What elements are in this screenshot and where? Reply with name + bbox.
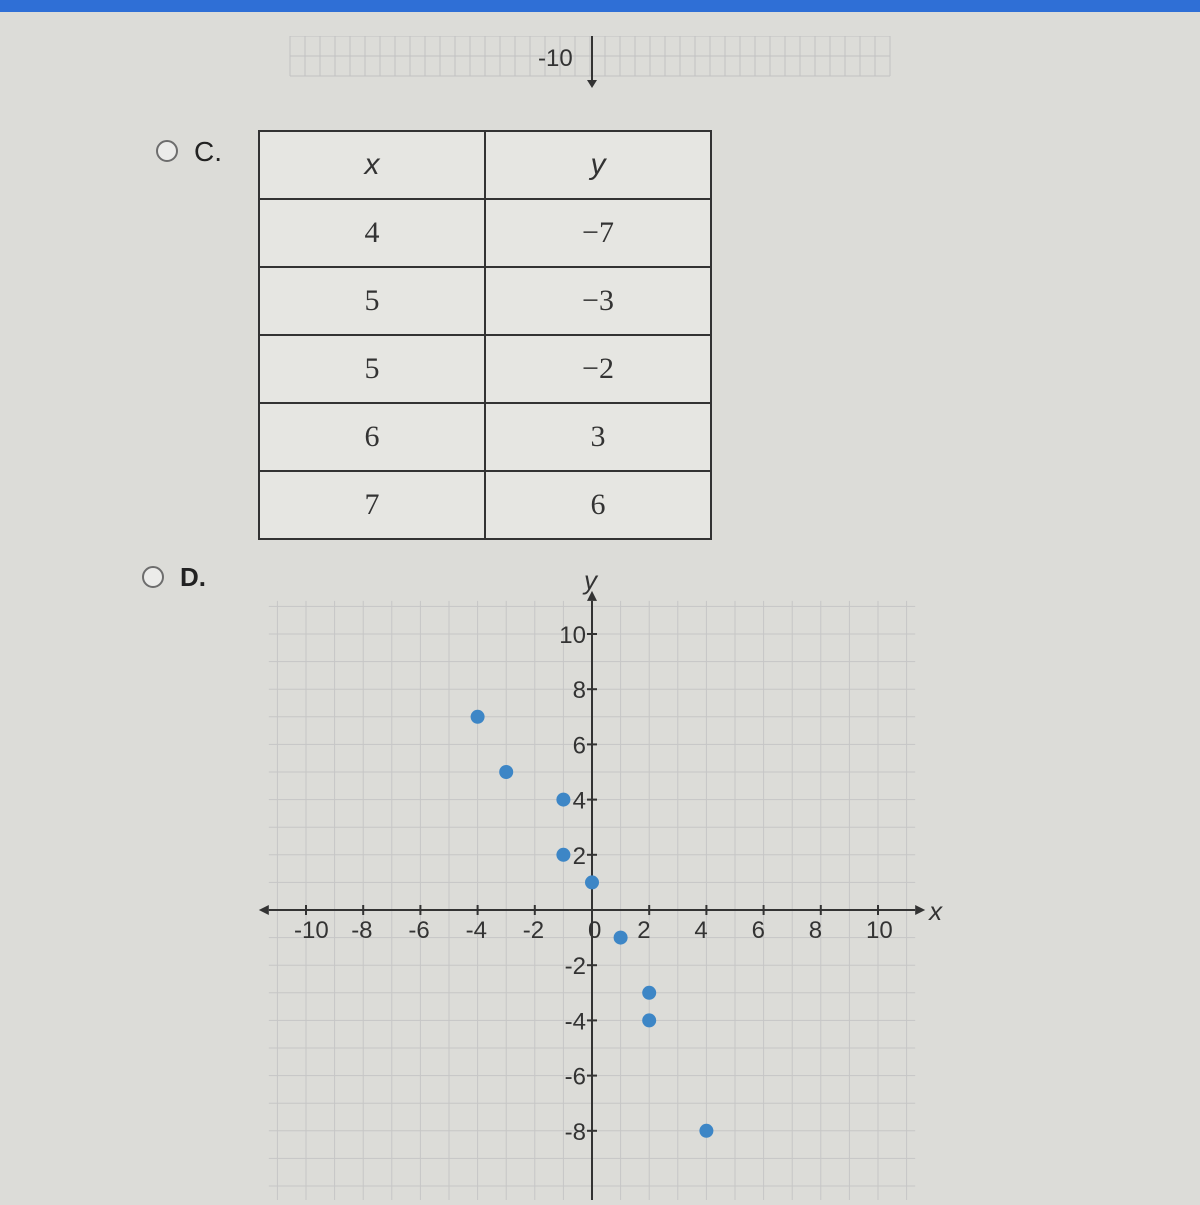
- table-cell-x: 4: [259, 199, 485, 267]
- x-axis-label: x: [929, 896, 943, 926]
- x-tick-label: 8: [808, 917, 823, 944]
- table-cell-y: −3: [485, 267, 711, 335]
- table-header-y: y: [485, 131, 711, 199]
- y-axis-label: y: [584, 564, 597, 595]
- table-header-x: x: [259, 131, 485, 199]
- y-tick-label: 2: [572, 842, 586, 870]
- previous-graph-axis-label: -10: [538, 45, 573, 72]
- y-tick-label: 10: [559, 622, 586, 649]
- x-tick-label: -2: [522, 917, 545, 944]
- table-cell-x: 6: [259, 403, 485, 471]
- option-d-graph: [240, 560, 960, 1200]
- data-point: [499, 765, 513, 779]
- top-bar: [0, 0, 1200, 12]
- x-axis-arrow-left: [259, 905, 269, 915]
- option-d-radio[interactable]: [142, 566, 164, 588]
- table-cell-y: 3: [485, 403, 711, 471]
- table-cell-y: −7: [485, 199, 711, 267]
- y-tick-label: -2: [564, 953, 586, 981]
- x-tick-label: 4: [694, 917, 708, 944]
- x-axis-arrow: [915, 905, 925, 915]
- x-tick-label: -4: [465, 917, 487, 944]
- data-point: [642, 986, 656, 1000]
- data-point: [556, 793, 570, 807]
- option-c-table: [258, 130, 712, 540]
- data-point: [585, 875, 599, 889]
- option-d-letter: D.: [180, 562, 206, 592]
- option-c-letter: C.: [194, 136, 222, 167]
- table-cell-x: 7: [259, 471, 485, 539]
- x-tick-label: -6: [408, 917, 430, 944]
- table-row: [259, 471, 711, 539]
- table-cell-x: 5: [259, 267, 485, 335]
- data-point: [614, 931, 628, 945]
- y-tick-label: 8: [572, 677, 586, 705]
- x-tick-label: 6: [751, 917, 765, 944]
- table-cell-y: −2: [485, 335, 711, 403]
- x-tick-label: 0: [588, 917, 602, 944]
- scatter-plot: [240, 560, 960, 1200]
- y-tick-label: -8: [564, 1118, 586, 1146]
- table-row: [259, 403, 711, 471]
- x-tick-label: -8: [351, 917, 373, 944]
- y-tick-label: -6: [564, 1063, 586, 1091]
- option-c-radio[interactable]: [156, 140, 178, 162]
- x-tick-label: 2: [637, 917, 651, 944]
- x-tick-label: 10: [866, 917, 893, 944]
- previous-graph-fragment: [270, 36, 910, 92]
- table-cell-y: 6: [485, 471, 711, 539]
- y-tick-label: 4: [572, 787, 586, 815]
- data-point: [642, 1013, 656, 1027]
- data-point: [556, 848, 570, 862]
- x-tick-label: -10: [294, 917, 329, 944]
- table-row: [259, 335, 711, 403]
- table-row: [259, 199, 711, 267]
- data-point: [699, 1124, 713, 1138]
- y-tick-label: 6: [572, 732, 586, 760]
- y-tick-label: -4: [564, 1008, 586, 1036]
- table-cell-x: 5: [259, 335, 485, 403]
- data-point: [471, 710, 485, 724]
- table-row: [259, 267, 711, 335]
